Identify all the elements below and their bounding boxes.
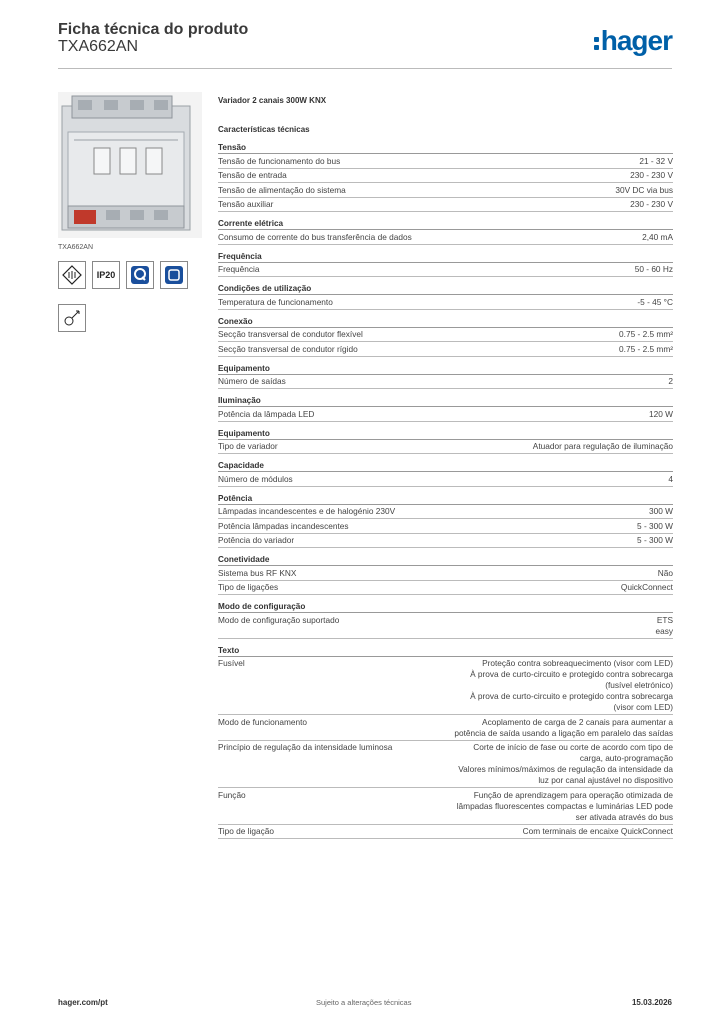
spec-row	[218, 581, 673, 596]
spec-group	[218, 219, 673, 245]
ip20-icon: IP20	[92, 261, 120, 289]
spec-label: Tensão de funcionamento do bus	[218, 155, 341, 166]
knx-icon	[160, 261, 188, 289]
spec-row	[218, 328, 673, 343]
spec-value: 50 - 60 Hz	[634, 264, 673, 274]
spec-row	[218, 169, 673, 184]
spec-group-title: Texto	[218, 646, 673, 657]
spec-label: Lâmpadas incandescentes e de halogénio 230V	[218, 506, 396, 516]
spec-row	[218, 534, 673, 549]
spec-label: Potência lâmpadas incandescentes	[218, 520, 349, 531]
spec-label: Número de módulos	[218, 473, 293, 484]
spec-row	[218, 825, 673, 840]
logo-dots-icon	[594, 37, 599, 50]
spec-group	[218, 396, 673, 422]
spec-label: Modo de configuração suportado	[218, 614, 340, 625]
spec-group-title: Condições de utilização	[218, 284, 673, 295]
spec-value: 300 W	[649, 506, 673, 516]
spec-group	[218, 143, 673, 212]
specs-panel	[218, 96, 673, 846]
spec-row	[218, 407, 673, 422]
spec-row	[218, 472, 673, 487]
page-title: Ficha técnica do produto	[58, 21, 249, 38]
spec-value: 2,40 mA	[642, 231, 673, 242]
spec-group-title: Tensão	[218, 143, 673, 154]
footer-date: 15.03.2026	[631, 998, 672, 1007]
spec-value: QuickConnect	[620, 582, 673, 592]
product-image	[58, 92, 202, 238]
spec-row	[218, 183, 673, 198]
section-heading: Características técnicas	[218, 125, 310, 134]
spec-value: Corte de início de fase ou corte de acordo com tipo de carga, auto-programação Valores mínimos/máximos de regulação da intensidade da luz por canal ajustável no dispositivo	[458, 742, 673, 785]
spec-label: Tensão de alimentação do sistema	[218, 184, 346, 195]
header-divider	[58, 68, 672, 69]
spec-label: Sistema bus RF KNX	[218, 567, 297, 578]
thermal-icon	[58, 304, 86, 332]
spec-label: Número de saídas	[218, 376, 286, 386]
spec-row	[218, 788, 673, 825]
ce-mark-icon	[58, 261, 86, 289]
quickconnect-icon	[126, 261, 154, 289]
spec-row	[218, 657, 673, 716]
spec-value: -5 - 45 °C	[637, 296, 673, 307]
spec-row	[218, 566, 673, 581]
spec-group-title: Iluminação	[218, 396, 673, 407]
spec-label: Secção transversal de condutor flexível	[218, 329, 363, 339]
spec-value: 2	[668, 376, 673, 386]
spec-value: 230 - 230 V	[630, 199, 673, 209]
spec-value: 120 W	[649, 408, 673, 419]
spec-group	[218, 602, 673, 639]
product-image-caption: TXA662AN	[58, 244, 94, 251]
spec-label: Princípio de regulação da intensidade luminosa	[218, 742, 393, 752]
spec-label: Tipo de ligação	[218, 826, 274, 836]
spec-group-title: Conexão	[218, 317, 673, 328]
spec-value: 0.75 - 2.5 mm²	[619, 329, 673, 339]
spec-group	[218, 555, 673, 595]
spec-value: Atuador para regulação de iluminação	[532, 441, 673, 451]
spec-label: Temperatura de funcionamento	[218, 296, 333, 307]
spec-row	[218, 519, 673, 534]
spec-value: Proteção contra sobreaquecimento (visor com LED) À prova de curto-circuito e protegido contra sobrecarga (fusível eletrónico) À prova de curto-circuito e protegido contra sobrecarga (visor com LED)	[470, 658, 673, 712]
spec-group	[218, 646, 673, 840]
spec-row	[218, 505, 673, 520]
spec-group-title: Modo de configuração	[218, 602, 673, 613]
spec-value: 0.75 - 2.5 mm²	[619, 343, 673, 354]
spec-row	[218, 375, 673, 390]
spec-label: Consumo de corrente do bus transferência de dados	[218, 231, 412, 242]
spec-group-title: Equipamento	[218, 364, 673, 375]
spec-value: 5 - 300 W	[637, 520, 673, 531]
spec-value: 30V DC via bus	[615, 184, 673, 195]
spec-value: 21 - 32 V	[639, 155, 673, 166]
spec-group	[218, 317, 673, 357]
spec-row	[218, 613, 673, 639]
spec-row	[218, 263, 673, 278]
spec-group	[218, 252, 673, 278]
spec-label: Função	[218, 789, 246, 800]
spec-group-title: Conetividade	[218, 555, 673, 566]
footer-website: hager.com/pt	[58, 998, 108, 1007]
spec-group	[218, 364, 673, 390]
spec-group-title: Corrente elétrica	[218, 219, 673, 230]
spec-value: Acoplamento de carga de 2 canais para aumentar a potência de saída usando a ligação em paralelo das saídas	[454, 716, 673, 738]
spec-group-title: Capacidade	[218, 461, 673, 472]
spec-value: 4	[668, 473, 673, 484]
spec-label: Tensão de entrada	[218, 170, 287, 180]
spec-group	[218, 284, 673, 310]
spec-value: Função de aprendizagem para operação otimizada de lâmpadas fluorescentes compactas e luminárias LED pode ser ativada através do bus	[456, 789, 673, 822]
spec-row	[218, 715, 673, 741]
spec-value: Com terminais de encaixe QuickConnect	[522, 826, 673, 836]
spec-value: ETS easy	[655, 614, 673, 636]
spec-row	[218, 342, 673, 357]
product-name: Variador 2 canais 300W KNX	[218, 96, 327, 105]
spec-value: Não	[657, 567, 673, 578]
spec-value: 5 - 300 W	[637, 535, 673, 545]
spec-row	[218, 198, 673, 213]
product-code: TXA662AN	[58, 38, 139, 55]
spec-group-title: Frequência	[218, 252, 673, 263]
spec-row	[218, 440, 673, 455]
spec-group	[218, 494, 673, 549]
spec-row	[218, 230, 673, 245]
spec-row	[218, 295, 673, 310]
spec-group-title: Equipamento	[218, 429, 673, 440]
spec-label: Tipo de variador	[218, 441, 278, 451]
spec-label: Secção transversal de condutor rígido	[218, 343, 358, 354]
spec-label: Frequência	[218, 264, 260, 274]
spec-row	[218, 154, 673, 169]
spec-group	[218, 461, 673, 487]
spec-label: Tipo de ligações	[218, 582, 279, 592]
spec-row	[218, 741, 673, 789]
spec-label: Fusível	[218, 658, 245, 668]
spec-value: 230 - 230 V	[630, 170, 673, 180]
spec-label: Modo de funcionamento	[218, 716, 308, 727]
hager-logo: hager	[594, 26, 672, 56]
spec-group-title: Potência	[218, 494, 673, 505]
spec-label: Tensão auxiliar	[218, 199, 274, 209]
spec-label: Potência da lâmpada LED	[218, 408, 315, 419]
spec-group	[218, 429, 673, 455]
spec-label: Potência do variador	[218, 535, 295, 545]
footer-notice: Sujeito a alterações técnicas	[316, 998, 412, 1007]
